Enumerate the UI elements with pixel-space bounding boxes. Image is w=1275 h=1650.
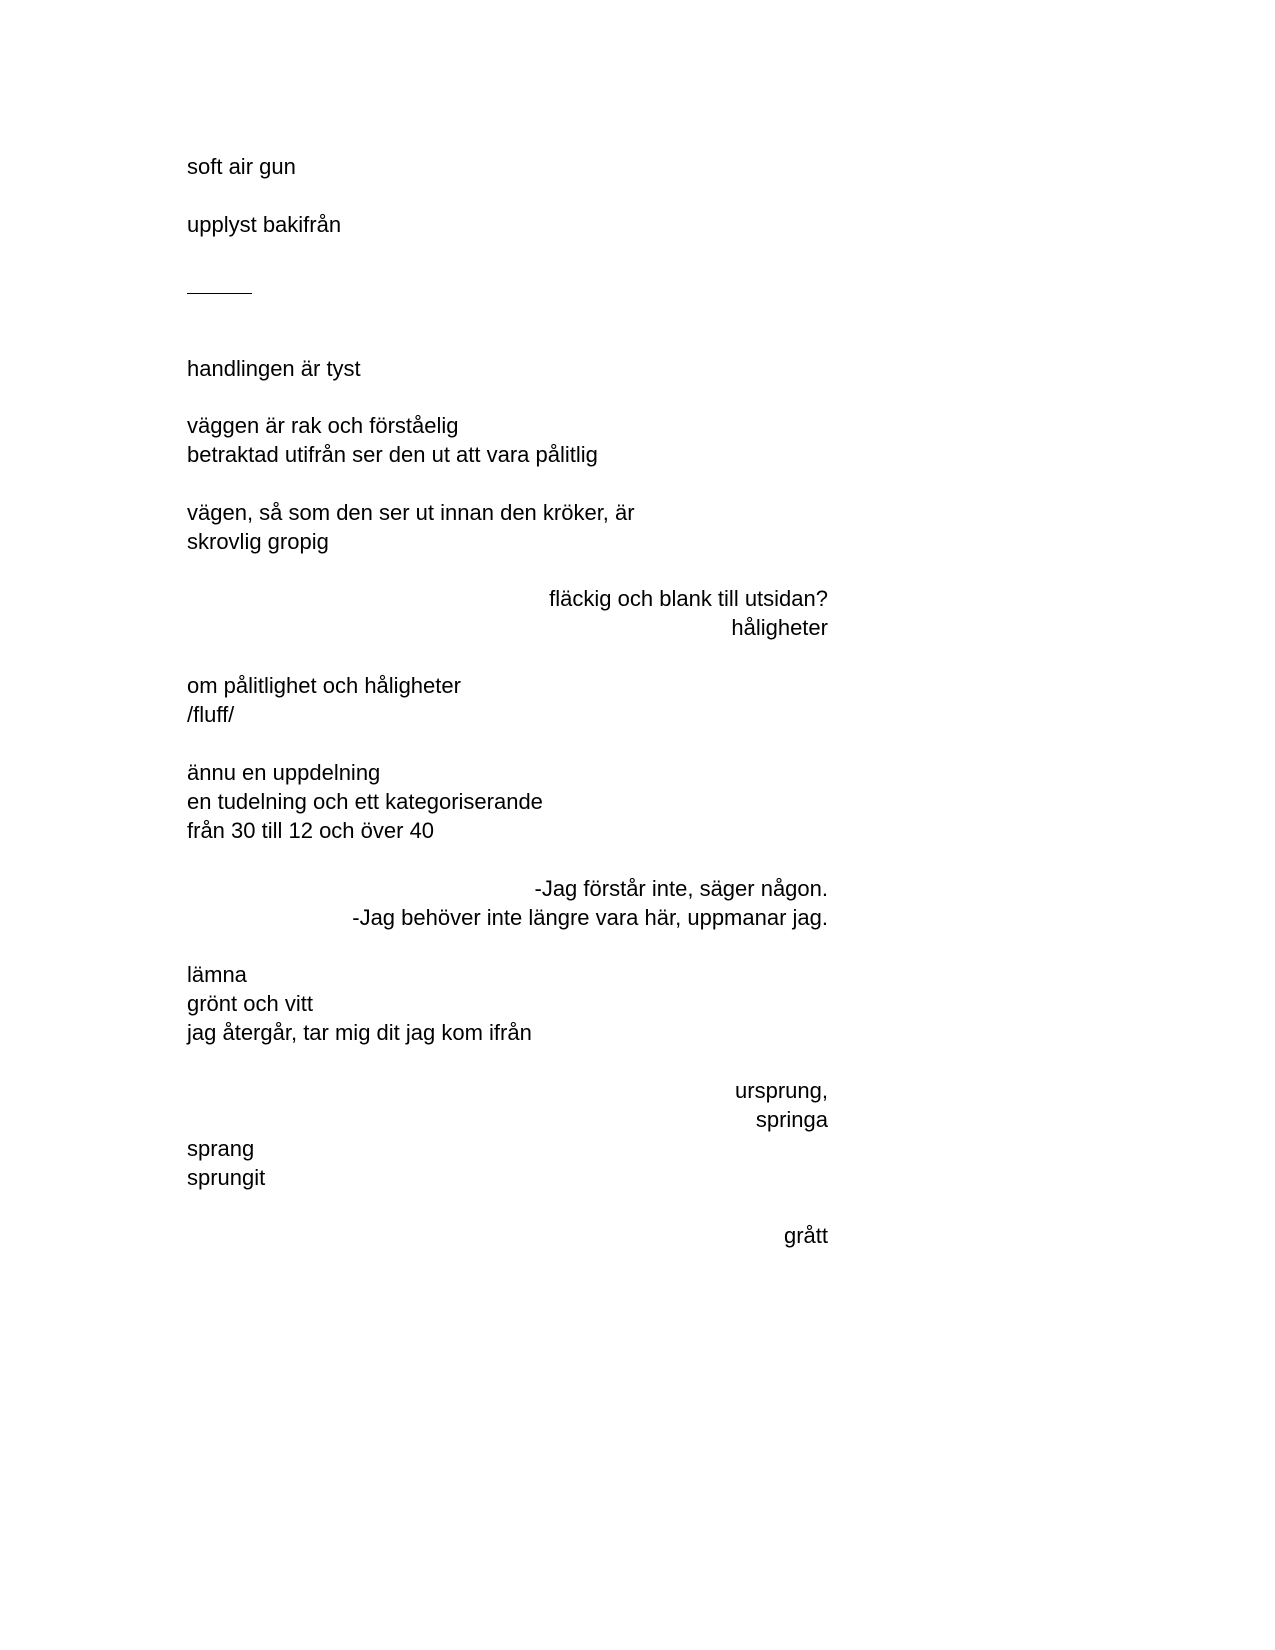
poem-line: skrovlig gropig — [187, 529, 329, 554]
poem-line: upplyst bakifrån — [187, 212, 342, 237]
poem-line: grått — [783, 1223, 828, 1248]
poem-line: betraktad utifrån ser den ut att vara pålitlig — [187, 442, 598, 467]
poem-line: håligheter — [731, 615, 828, 640]
poem-line: sprang — [187, 1136, 255, 1161]
poem-line: fläckig och blank till utsidan? — [549, 586, 828, 611]
poem-line: springa — [755, 1107, 828, 1132]
poem-line: från 30 till 12 och över 40 — [187, 818, 435, 843]
poem-line: -Jag behöver inte längre vara här, uppmanar jag. — [352, 905, 828, 930]
poem-line: handlingen är tyst — [187, 356, 361, 381]
poem-line: sprungit — [187, 1165, 266, 1190]
poem-line: /fluff/ — [187, 702, 235, 727]
poem-line: en tudelning och ett kategoriserande — [187, 789, 543, 814]
poem-line: vägen, så som den ser ut innan den kröker, är — [187, 500, 635, 525]
poem-line: lämna — [187, 962, 247, 987]
poem-line: väggen är rak och förståelig — [187, 413, 459, 438]
poem-line: ännu en uppdelning — [187, 760, 381, 785]
poem-line: om pålitlighet och håligheter — [187, 673, 461, 698]
section-divider — [187, 293, 252, 294]
poem-line: jag återgår, tar mig dit jag kom ifrån — [187, 1020, 532, 1045]
poem-line: ursprung, — [735, 1078, 828, 1103]
poem-line: -Jag förstår inte, säger någon. — [534, 876, 828, 901]
poem-line: soft air gun — [187, 154, 296, 179]
poem-line: grönt och vitt — [187, 991, 313, 1016]
